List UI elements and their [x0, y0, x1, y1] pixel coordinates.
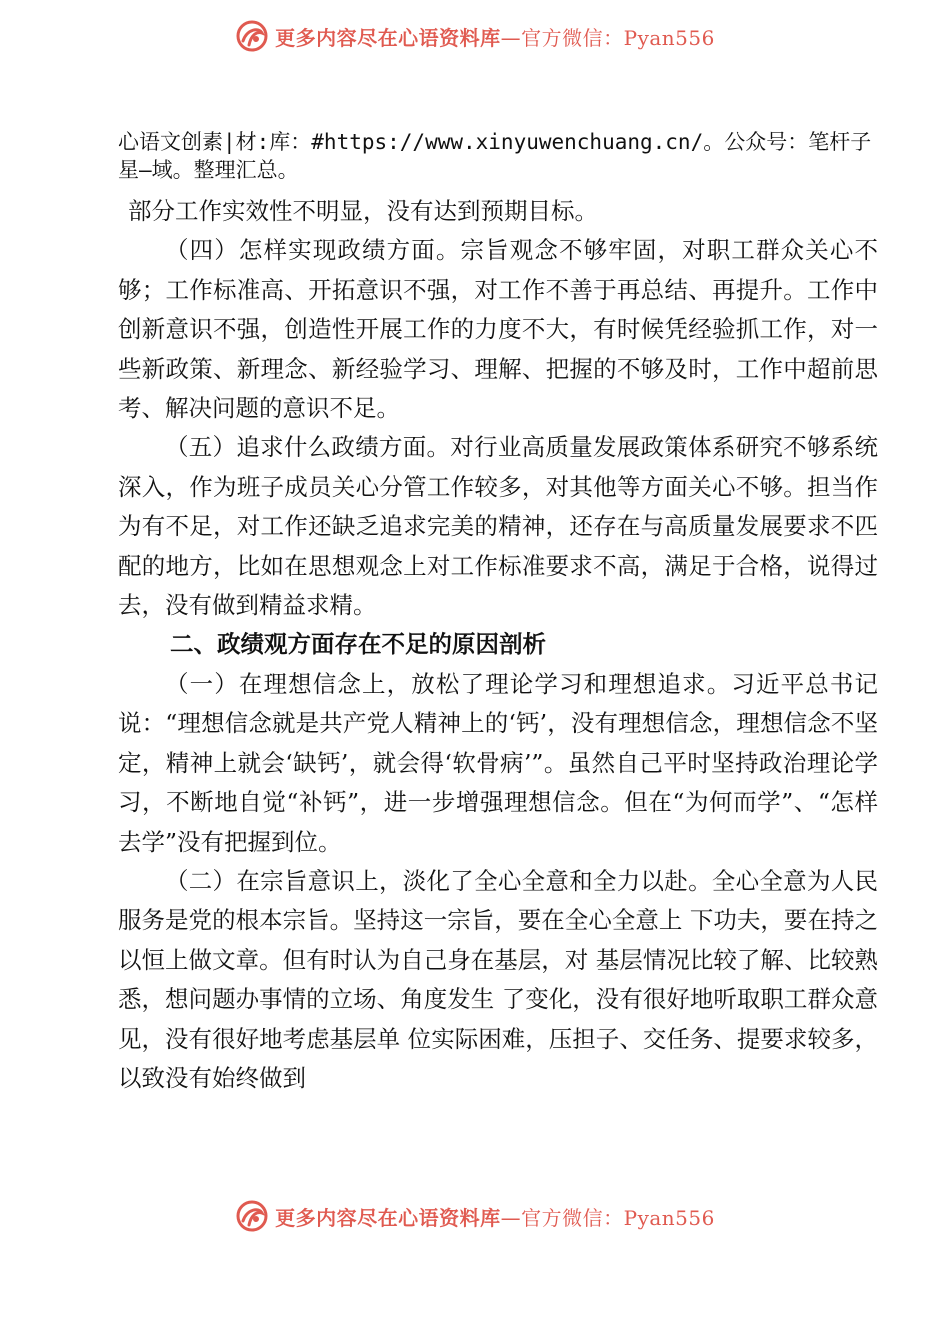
paragraph-four: （四）怎样实现政绩方面。宗旨观念不够牢固，对职工群众关心不够；工作标准高、开拓意识不强，对工作不善于再总结、再提升。工作中创新意识不强，创造性开展工作的力度不大，有时候凭经验抓工作，对一些新政策、新理念、新经验学习、理解、把握的不够及时，工作中超前思考、解决问题的意识不足。 [118, 236, 878, 423]
paragraph-cause-two: （二）在宗旨意识上，淡化了全心全意和全力以赴。全心全意为人民服务是党的根本宗旨。坚持这一宗旨，要在全心全意上 下功夫，要在持之以恒上做文章。但有时认为自己身在基层，对 基层情况比较了解、比较熟悉，想问题办事情的立场、角度发生 了变化，没有很好地听取职工群众意见，没有很好地考虑基层单 位实际困难，压担子、交任务、提要求较多，以致没有始终做到 [118, 866, 878, 1092]
header-banner [0, 16, 950, 56]
paragraph-five: （五）追求什么政绩方面。对行业高质量发展政策体系研究不够系统深入，作为班子成员关心分管工作较多，对其他等方面关心不够。担当作为有不足，对工作还缺乏追求完美的精神，还存在与高质量发展要求不匹配的地方，比如在思想观念上对工作标准要求不高，满足于合格，说得过去，没有做到精益求精。 [118, 433, 878, 620]
section-heading: 二、政绩观方面存在不足的原因剖析 [170, 630, 546, 659]
document-body [118, 128, 878, 1098]
source-note: 心语文创素|材:库：#https://www.xinyuwenchuang.cn/。公众号：笔杆子星—域。整理汇总。 [118, 130, 872, 182]
banner-text [275, 1202, 715, 1231]
banner-brand: 更多内容尽在心语资料库 [275, 1205, 501, 1230]
paragraph-continuation: 部分工作实效性不明显，没有达到预期目标。 [128, 197, 598, 225]
swirl-logo-icon [235, 1199, 269, 1233]
banner-brand: 更多内容尽在心语资料库 [275, 25, 501, 50]
swirl-logo-icon [235, 19, 269, 53]
banner-contact: 官方微信：Pyan556 [521, 25, 715, 50]
banner-text [275, 22, 715, 51]
paragraph-cause-one: （一）在理想信念上，放松了理论学习和理想追求。习近平总书记说：“理想信念就是共产党人精神上的‘钙’，没有理想信念，理想信念不坚定，精神上就会‘缺钙’，就会得‘软骨病’”。虽然自己平时坚持政治理论学习，不断地自觉“补钙”，进一步增强理想信念。但在“为何而学”、“怎样去学”没有把握到位。 [118, 669, 878, 856]
footer-banner [0, 1196, 950, 1236]
banner-separator: — [500, 25, 522, 50]
banner-contact: 官方微信：Pyan556 [521, 1205, 715, 1230]
banner-separator: — [500, 1205, 522, 1230]
